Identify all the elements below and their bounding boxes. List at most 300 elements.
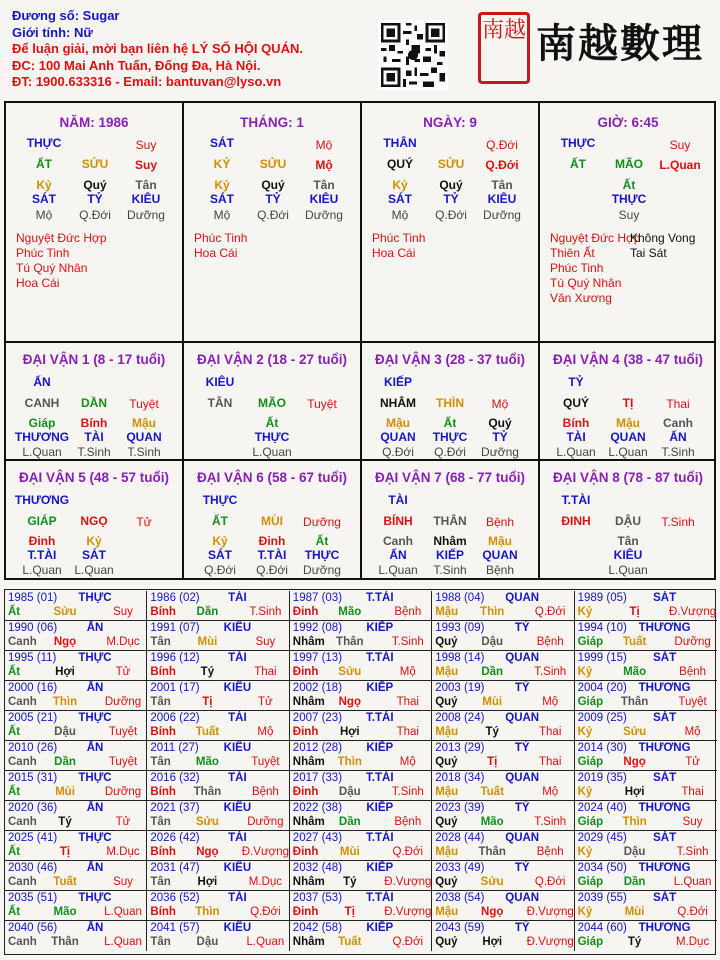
- year-stage: Bệnh: [536, 636, 564, 648]
- year-chi: Mão: [480, 816, 504, 828]
- year-label: 2014 (30): [577, 742, 627, 754]
- year-label: 1994 (10): [577, 622, 627, 634]
- year-stage: M.Dục: [248, 876, 283, 888]
- year-stage: Tuyệt: [251, 756, 280, 768]
- year-stage: Tuyệt: [678, 696, 707, 708]
- hidden-stage: Dưỡng: [303, 563, 341, 577]
- year-god: SÁT: [653, 712, 677, 724]
- year-chi: Tuất: [195, 726, 220, 738]
- year-label: 1985 (01): [8, 592, 58, 604]
- hidden-god: QUAN: [482, 548, 518, 562]
- year-chi: Sửu: [480, 876, 504, 888]
- dai-van-stage: Tuyệt: [129, 397, 159, 411]
- hidden-stage: T.Sinh: [661, 445, 695, 459]
- year-chi: Mão: [338, 606, 362, 618]
- year-cell: [290, 591, 432, 621]
- year-can: Kỷ: [577, 786, 593, 798]
- year-stage: M.Dục: [106, 846, 140, 858]
- hidden-stage: L.Quan: [556, 445, 596, 459]
- year-god: THỰC: [78, 892, 112, 904]
- year-chi: Dần: [196, 606, 219, 618]
- year-stage: Tử: [685, 756, 700, 768]
- year-stage: Q.Đới: [250, 906, 281, 918]
- year-cell: [147, 921, 289, 951]
- year-chi: Ngọ: [338, 696, 361, 708]
- pillar-stage: Mộ: [315, 138, 333, 152]
- year-can: Bính: [150, 786, 176, 798]
- hidden-stage: T.Sinh: [127, 445, 161, 459]
- year-chi: Tị: [202, 696, 213, 708]
- year-stage: Mộ: [257, 726, 274, 738]
- year-can: Mậu: [435, 666, 459, 678]
- year-can: Giáp: [577, 636, 604, 648]
- year-god: THƯƠNG: [638, 862, 691, 874]
- pillar-cell: [184, 103, 362, 343]
- year-can: Canh: [8, 756, 37, 768]
- year-label: 2028 (44): [435, 832, 485, 844]
- year-god: ẤN: [86, 682, 104, 694]
- hidden-stage: T.Sinh: [77, 445, 111, 459]
- year-can: Quý: [435, 636, 458, 648]
- year-stage: T.Sinh: [391, 786, 424, 798]
- year-cell: [147, 891, 289, 921]
- year-god: SÁT: [653, 592, 677, 604]
- year-chi: Dậu: [481, 636, 504, 648]
- year-god: ẤN: [86, 622, 104, 634]
- year-god: TỶ: [514, 682, 530, 694]
- year-label: 2007 (23): [292, 712, 343, 724]
- dai-van-title: ĐẠI VẬN 5 (48 - 57 tuổi): [18, 470, 170, 485]
- year-god: THƯƠNG: [638, 802, 691, 814]
- year-can: Canh: [8, 636, 37, 648]
- year-can: Bính: [150, 666, 176, 678]
- year-can: Mậu: [435, 726, 459, 738]
- year-chi: Tị: [487, 756, 498, 768]
- year-label: 2011 (27): [150, 742, 199, 754]
- year-label: 2005 (21): [8, 712, 58, 724]
- hidden-god: KIÊU: [309, 192, 339, 206]
- year-can: Đinh: [292, 846, 319, 858]
- year-stage: Dưỡng: [247, 816, 284, 828]
- year-cell: [432, 621, 574, 651]
- year-can: Ất: [8, 906, 21, 918]
- year-chi: Hợi: [624, 786, 645, 798]
- year-chi: Hợi: [55, 666, 75, 678]
- hidden-stem: Ất: [315, 534, 329, 548]
- hidden-stem: Mậu: [386, 416, 410, 430]
- year-label: 2008 (24): [435, 712, 485, 724]
- hidden-god: T.TÀI: [257, 548, 287, 562]
- year-label: 2044 (60): [577, 922, 627, 934]
- year-god: TÀI: [228, 832, 247, 844]
- dai-van-chi: DẬU: [615, 514, 641, 528]
- pillar-stage: Suy: [135, 138, 157, 152]
- year-label: 2039 (55): [577, 892, 627, 904]
- year-god: THƯƠNG: [638, 622, 691, 634]
- year-can: Ất: [8, 786, 21, 798]
- year-god: KIẾP: [366, 922, 394, 934]
- year-god: SÁT: [653, 832, 677, 844]
- year-cell: [290, 891, 432, 921]
- hidden-stem: Đinh: [258, 534, 286, 548]
- year-stage: L.Quan: [673, 876, 712, 888]
- year-cell: [290, 621, 432, 651]
- annual-grid: [4, 589, 716, 955]
- year-cell: [575, 771, 717, 801]
- year-label: 2030 (46): [8, 862, 58, 874]
- year-cell: [147, 771, 289, 801]
- hidden-stage: T.Sinh: [433, 563, 467, 577]
- pillar-chi-stage: L.Quan: [659, 158, 701, 172]
- year-chi: Sửu: [623, 726, 647, 738]
- year-can: Ất: [8, 846, 21, 858]
- pillar-god: THỰC: [560, 136, 596, 150]
- year-stage: L.Quan: [104, 906, 142, 918]
- pillar-chi-stage: Suy: [134, 158, 158, 172]
- year-can: Mậu: [435, 846, 459, 858]
- year-cell: [147, 861, 289, 891]
- year-chi: Dần: [338, 816, 361, 828]
- star-item: Tai Sát: [630, 246, 667, 260]
- hidden-stem: Giáp: [28, 416, 56, 430]
- year-cell: [147, 801, 289, 831]
- hidden-stage: Dưỡng: [481, 445, 519, 459]
- year-label: 2012 (28): [292, 742, 343, 754]
- pillar-chi: SỬU: [437, 157, 465, 171]
- hidden-stage: Mộ: [391, 208, 409, 222]
- year-can: Bính: [150, 726, 176, 738]
- year-can: Nhâm: [292, 756, 325, 768]
- year-label: 2006 (22): [150, 712, 200, 724]
- year-chi: Ngọ: [623, 756, 646, 768]
- pillar-cell: [540, 103, 716, 343]
- year-can: Quý: [435, 936, 458, 948]
- year-stage: Đ.Vượng: [384, 906, 432, 918]
- dai-van-can: ĐINH: [561, 514, 591, 528]
- year-stage: Đ.Vượng: [384, 876, 432, 888]
- hidden-stem: Kỷ: [86, 534, 102, 548]
- year-god: KIẾP: [366, 742, 394, 754]
- year-chi: Thìn: [480, 606, 505, 618]
- year-god: KIẾP: [366, 682, 394, 694]
- year-stage: Q.Đới: [677, 906, 708, 918]
- pillar-chi-stage: Q.Đới: [485, 158, 519, 172]
- year-chi: Tý: [485, 726, 499, 738]
- year-god: ẤN: [86, 862, 104, 874]
- hidden-stage: Suy: [618, 208, 640, 222]
- dai-van-title: ĐẠI VẬN 8 (78 - 87 tuổi): [552, 470, 704, 485]
- dai-van-cell: [362, 343, 540, 461]
- year-god: T.TÀI: [366, 652, 394, 664]
- year-can: Bính: [150, 606, 176, 618]
- year-stage: Q.Đới: [534, 876, 566, 888]
- hidden-god: TÀI: [566, 430, 586, 444]
- year-god: TÀI: [228, 592, 247, 604]
- year-label: 2000 (16): [8, 682, 58, 694]
- year-cell: [290, 711, 432, 741]
- pillar-stage: Suy: [669, 138, 691, 152]
- seal-logo: 南越: [478, 12, 530, 84]
- year-god: KIÊU: [223, 862, 252, 874]
- year-can: Tân: [150, 936, 171, 948]
- year-cell: [5, 651, 147, 681]
- hidden-stage: L.Quan: [22, 563, 62, 577]
- pillar-cell: [362, 103, 540, 343]
- year-god: ẤN: [86, 922, 104, 934]
- year-stage: Suy: [255, 636, 276, 648]
- year-stage: Thai: [396, 726, 419, 738]
- hidden-god: TỶ: [492, 430, 508, 444]
- year-god: TÀI: [228, 772, 247, 784]
- year-cell: [432, 921, 574, 951]
- dai-van-can: CANH: [24, 396, 60, 410]
- year-cell: [575, 891, 717, 921]
- year-can: Nhâm: [292, 816, 325, 828]
- year-god: THỰC: [78, 652, 112, 664]
- year-stage: Mộ: [399, 666, 416, 678]
- dai-van-can: GIÁP: [27, 514, 57, 528]
- year-stage: Đ.Vượng: [526, 906, 574, 918]
- year-god: QUAN: [505, 832, 540, 844]
- year-chi: Mùi: [482, 696, 503, 708]
- year-can: Kỷ: [577, 906, 593, 918]
- year-label: 1998 (14): [435, 652, 485, 664]
- year-can: Mậu: [435, 906, 459, 918]
- star-item: Tú Quý Nhân: [16, 261, 88, 275]
- year-can: Giáp: [577, 756, 604, 768]
- year-chi: Thân: [336, 636, 364, 648]
- star-item: Phúc Tinh: [550, 261, 604, 275]
- year-can: Kỷ: [577, 666, 593, 678]
- year-stage: M.Dục: [106, 636, 140, 648]
- year-can: Tân: [150, 636, 171, 648]
- year-stage: Q.Đới: [534, 606, 566, 618]
- hidden-stem: Quý: [261, 178, 285, 192]
- year-chi: Tuất: [53, 876, 77, 888]
- year-can: Tân: [150, 876, 171, 888]
- year-god: TÀI: [228, 712, 247, 724]
- dai-van-title: ĐẠI VẬN 4 (38 - 47 tuổi): [552, 352, 704, 367]
- dai-van-title: ĐẠI VẬN 2 (18 - 27 tuổi): [196, 352, 348, 367]
- dai-van-god: KIẾP: [383, 375, 413, 389]
- hidden-stem: Tân: [617, 534, 639, 548]
- year-cell: [432, 831, 574, 861]
- year-label: 1987 (03): [292, 592, 343, 604]
- year-cell: [5, 711, 147, 741]
- hidden-god: KIÊU: [487, 192, 517, 206]
- dai-van-stage: Tuyệt: [307, 397, 337, 411]
- star-item: Hoa Cái: [16, 276, 60, 290]
- dai-van-title: ĐẠI VẬN 1 (8 - 17 tuổi): [22, 352, 166, 367]
- year-can: Mậu: [435, 786, 459, 798]
- year-can: Nhâm: [292, 936, 325, 948]
- year-god: TỶ: [514, 802, 530, 814]
- hidden-god: TỶ: [443, 192, 459, 206]
- year-cell: [5, 591, 147, 621]
- year-label: 2020 (36): [8, 802, 58, 814]
- dai-van-cell: [6, 461, 184, 578]
- year-can: Tân: [150, 756, 171, 768]
- year-label: 2015 (31): [8, 772, 58, 784]
- dai-van-stage: Thai: [666, 397, 690, 411]
- dai-van-can: BÍNH: [383, 514, 413, 528]
- year-label: 1986 (02): [150, 592, 200, 604]
- year-god: THƯƠNG: [638, 742, 691, 754]
- year-label: 2034 (50): [577, 862, 627, 874]
- year-chi: Mão: [195, 756, 219, 768]
- year-chi: Tý: [58, 816, 72, 828]
- year-can: Mậu: [435, 606, 459, 618]
- hidden-stem: Bính: [80, 416, 108, 430]
- year-stage: T.Sinh: [676, 846, 709, 858]
- year-cell: [432, 651, 574, 681]
- year-chi: Tuất: [480, 786, 504, 798]
- year-label: 1990 (06): [8, 622, 58, 634]
- year-stage: L.Quan: [246, 936, 285, 948]
- year-stage: Mộ: [542, 696, 559, 708]
- year-god: TỶ: [514, 862, 530, 874]
- year-god: TÀI: [228, 892, 247, 904]
- pillar-god: THÂN: [383, 136, 417, 150]
- year-cell: [432, 681, 574, 711]
- year-can: Quý: [435, 756, 458, 768]
- year-label: 2009 (25): [577, 712, 627, 724]
- hidden-god: T.TÀI: [27, 548, 57, 562]
- year-label: 1992 (08): [292, 622, 343, 634]
- year-stage: Dưỡng: [674, 636, 711, 648]
- year-chi: Tị: [59, 846, 71, 858]
- pillar-can: ẤT: [36, 157, 52, 171]
- year-label: 2036 (52): [150, 892, 200, 904]
- hidden-god: THỰC: [254, 430, 290, 444]
- year-stage: Tử: [115, 666, 131, 678]
- year-stage: Bệnh: [251, 786, 279, 798]
- year-label: 1993 (09): [435, 622, 485, 634]
- hidden-stage: Q.Đới: [256, 563, 288, 577]
- hidden-god: QUAN: [610, 430, 646, 444]
- year-god: KIÊU: [223, 622, 252, 634]
- dai-van-stage: Mộ: [491, 397, 509, 411]
- dai-van-chi: NGỌ: [80, 514, 108, 528]
- year-label: 2031 (47): [150, 862, 200, 874]
- year-god: T.TÀI: [366, 892, 394, 904]
- hidden-god: TỶ: [87, 192, 103, 206]
- hidden-stem: Ất: [622, 178, 636, 192]
- year-label: 2035 (51): [8, 892, 58, 904]
- year-chi: Tuất: [622, 636, 647, 648]
- year-can: Kỷ: [577, 846, 593, 858]
- star-item: Hoa Cái: [372, 246, 416, 260]
- hidden-stage: Mộ: [213, 208, 231, 222]
- year-chi: Ngọ: [53, 636, 77, 648]
- hidden-stage: Bệnh: [485, 563, 515, 577]
- year-can: Ất: [8, 666, 21, 678]
- year-can: Quý: [435, 696, 458, 708]
- year-chi: Tị: [629, 606, 640, 618]
- pillar-title: GIỜ: 6:45: [597, 115, 659, 130]
- year-label: 1988 (04): [435, 592, 485, 604]
- year-cell: [147, 711, 289, 741]
- dai-van-title: ĐẠI VẬN 3 (28 - 37 tuổi): [374, 352, 526, 367]
- star-item: Phúc Tinh: [16, 246, 70, 260]
- star-item: Không Vong: [630, 231, 696, 245]
- hidden-stage: L.Quan: [608, 445, 648, 459]
- dai-van-chi: DẦN: [81, 396, 107, 410]
- year-god: TỶ: [514, 622, 530, 634]
- year-stage: Bệnh: [679, 666, 707, 678]
- hidden-stage: Q.Đới: [435, 208, 467, 222]
- year-chi: Dần: [623, 876, 646, 888]
- year-stage: Tuyệt: [108, 726, 138, 738]
- year-cell: [575, 651, 717, 681]
- star-item: Nguyệt Đức Hợp: [16, 231, 107, 245]
- year-can: Đinh: [292, 906, 319, 918]
- qr-code-icon: [378, 20, 448, 90]
- year-can: Canh: [8, 696, 37, 708]
- year-cell: [147, 651, 289, 681]
- year-label: 2040 (56): [8, 922, 58, 934]
- year-label: 2010 (26): [8, 742, 58, 754]
- year-chi: Dần: [54, 756, 76, 768]
- dai-van-god: ẤN: [33, 375, 51, 389]
- hidden-stage: L.Quan: [378, 563, 418, 577]
- year-stage: Mộ: [542, 786, 559, 798]
- year-label: 2043 (59): [435, 922, 485, 934]
- year-chi: Ngọ: [481, 906, 504, 918]
- year-chi: Mùi: [339, 846, 360, 858]
- year-label: 2027 (43): [292, 832, 343, 844]
- hidden-stage: Dưỡng: [305, 208, 343, 222]
- dai-van-cell: [362, 461, 540, 578]
- year-stage: Dưỡng: [104, 786, 142, 798]
- hidden-god: TÀI: [84, 430, 104, 444]
- year-can: Quý: [435, 876, 458, 888]
- year-god: KIẾP: [366, 862, 394, 874]
- year-chi: Tị: [344, 906, 355, 918]
- year-cell: [575, 681, 717, 711]
- year-chi: Thìn: [195, 906, 220, 918]
- dai-van-chi: MÃO: [258, 396, 286, 410]
- year-label: 2023 (39): [435, 802, 485, 814]
- hidden-stem: Tân: [135, 178, 157, 192]
- year-god: QUAN: [505, 772, 540, 784]
- year-stage: M.Dục: [675, 936, 710, 948]
- year-can: Kỷ: [577, 606, 593, 618]
- year-can: Ất: [8, 726, 21, 738]
- year-god: QUAN: [505, 892, 540, 904]
- year-chi: Ngọ: [196, 846, 219, 858]
- year-stage: Tử: [115, 816, 131, 828]
- hidden-god: SÁT: [82, 548, 106, 562]
- year-cell: [290, 651, 432, 681]
- gender: Giới tính: Nữ: [12, 24, 93, 40]
- hidden-stem: Mậu: [488, 534, 512, 548]
- year-cell: [432, 861, 574, 891]
- dai-van-can: QUÝ: [562, 396, 590, 410]
- dai-van-god: THỰC: [202, 493, 238, 507]
- year-cell: [5, 741, 147, 771]
- hidden-stage: L.Quan: [252, 445, 292, 459]
- year-chi: Mão: [53, 906, 77, 918]
- hidden-god: SÁT: [32, 192, 56, 206]
- hidden-stem: Ất: [443, 416, 457, 430]
- year-cell: [575, 621, 717, 651]
- year-label: 2003 (19): [435, 682, 485, 694]
- year-chi: Tý: [200, 666, 215, 678]
- year-stage: Thai: [396, 696, 419, 708]
- year-stage: Thai: [254, 666, 277, 678]
- year-cell: [147, 741, 289, 771]
